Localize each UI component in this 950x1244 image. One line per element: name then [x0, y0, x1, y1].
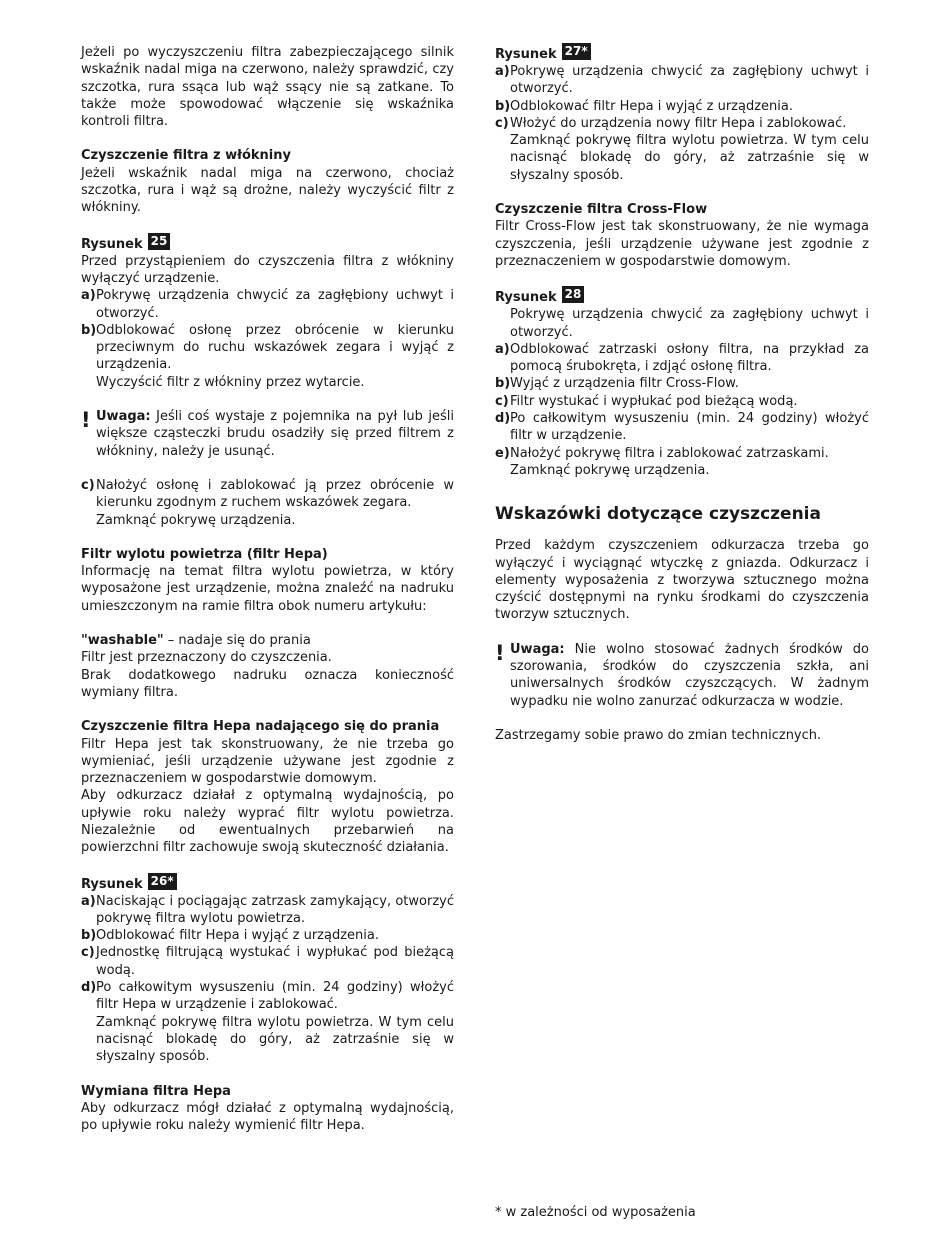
note-text — [510, 641, 869, 710]
note-block — [81, 408, 454, 460]
list-item-label: c) — [81, 477, 95, 493]
figure-number-badge: 28 — [562, 286, 585, 303]
washable-note: Filtr jest przeznaczony do czyszczenia. — [81, 650, 332, 666]
heading-hepa-replacement: Wymiana filtra Hepa — [81, 1083, 231, 1099]
heading-washable-hepa: Czyszczenie filtra Hepa nadającego się do prania — [81, 719, 440, 735]
list-item-text: Pokrywę urządzenia chwycić za zagłębiony uchwyt i otworzyć. — [96, 288, 454, 321]
list-item-text: Filtr wystukać i wypłukać pod bieżącą wodą. — [510, 393, 798, 409]
figure-label: Rysunek — [495, 47, 557, 62]
list-item-text: Wyjąć z urządzenia filtr Cross-Flow. — [510, 376, 739, 392]
left-column — [81, 44, 454, 1134]
figure-number-badge: 27* — [562, 43, 591, 60]
paragraph-crossflow: Filtr Cross-Flow jest tak skonstruowany, że nie wymaga czyszczenia, jeśli urządzenie używane jest zgodnie z przeznaczeniem w gospodarstwie domowym. — [495, 219, 869, 269]
list-item — [495, 115, 869, 132]
list-item — [81, 944, 454, 979]
list-item-text: Odblokować filtr Hepa i wyjąć z urządzenia. — [510, 98, 793, 114]
list-item — [81, 979, 454, 1014]
list-item-text: Pokrywę urządzenia chwycić za zagłębiony uchwyt i otworzyć. — [510, 64, 869, 97]
figure-label: Rysunek — [81, 876, 143, 892]
list-item-label: d) — [81, 980, 97, 996]
figure-ref-25 — [81, 234, 454, 253]
list-item-continuation: Wyczyścić filtr z włókniny przez wytarcie. — [96, 374, 365, 390]
figure-ref-27 — [495, 44, 869, 63]
heading-fleece-filter: Czyszczenie filtra z włókniny — [81, 148, 291, 164]
list-item-label: b) — [81, 322, 97, 338]
section-title: Wskazówki dotyczące czyszczenia — [495, 504, 821, 525]
paragraph-washable-hepa-1: Filtr Hepa jest tak skonstruowany, że nie trzeba go wymieniać, jeśli urządzenie używane jest zgodnie z przeznaczeniem w gospodarstwie domowym. — [81, 736, 454, 787]
list-item-label: a) — [81, 288, 96, 304]
right-column — [495, 44, 869, 744]
figure-ref-28 — [495, 287, 869, 306]
note-title: Uwaga: — [510, 641, 565, 657]
list-item — [495, 375, 869, 392]
paragraph-fleece-filter: Jeżeli wskaźnik nadal miga na czerwono, chociaż szczotka, rura i wąż są drożne, należy wyczyścić filtr z włókniny. — [81, 165, 454, 216]
note-text — [96, 408, 454, 460]
paragraph-filter-check: Jeżeli po wyczyszczeniu filtra zabezpieczającego silnik wskaźnik nadal miga na czerwono, należy sprawdzić, czy szczotka, rura ssąca lub wąż ssący nie są zatkane. To także może spowodować włączenie się wskaźnika kontroli filtra. — [81, 45, 454, 130]
list-item-label: c) — [495, 115, 509, 131]
list-item-text: Odblokować zatrzaski osłony filtra, na przykład za pomocą śrubokręta, i zdjąć osłonę filtra. — [510, 341, 869, 375]
list-item-label: a) — [81, 893, 96, 909]
list-item-label: b) — [495, 98, 511, 114]
list-item — [495, 410, 869, 445]
washable-rest: – nadaje się do prania — [163, 633, 311, 649]
paragraph-reservation: Zastrzegamy sobie prawo do zmian technicznych. — [495, 727, 822, 743]
list-item-label: e) — [495, 445, 510, 461]
list-item-label: d) — [495, 411, 511, 427]
list-item-text: Odblokować filtr Hepa i wyjąć z urządzenia. — [96, 928, 379, 944]
paragraph-fig25-intro: Przed przystąpieniem do czyszczenia filtra z włókniny wyłączyć urządzenie. — [81, 253, 454, 286]
paragraph-exhaust-filter: Informację na temat filtra wylotu powietrza, w który wyposażone jest urządzenie, można znaleźć na nadruku umieszczonym na ramie filtra obok numeru artykułu: — [81, 564, 454, 614]
list-item-label: c) — [81, 945, 95, 961]
list-item-label: a) — [495, 64, 510, 79]
warning-exclamation-icon: ! — [495, 640, 505, 665]
list-item-text: Naciskając i pociągając zatrzask zamykający, otworzyć pokrywę filtra wylotu powietrza. — [96, 893, 454, 926]
list-item-continuation: Zamknąć pokrywę urządzenia. — [96, 512, 296, 528]
list-item — [495, 445, 869, 462]
washable-line — [81, 632, 454, 649]
list-item-text: Jednostkę filtrującą wystukać i wypłukać pod bieżącą wodą. — [96, 945, 454, 978]
list-item-continuation: Zamknąć pokrywę filtra wylotu powietrza. W tym celu nacisnąć blokadę do góry, aż zatrzaśnie się w słyszalny sposób. — [96, 1014, 454, 1065]
list-item-text: Po całkowitym wysuszeniu (min. 24 godziny) włożyć filtr Hepa w urządzenie i zablokować. — [96, 980, 454, 1013]
list-item-label: a) — [495, 341, 510, 357]
list-item — [81, 927, 454, 944]
list-item-label: c) — [495, 393, 509, 409]
figure-label: Rysunek — [495, 290, 557, 306]
paragraph-washable-hepa-2: Aby odkurzacz działał z optymalną wydajnością, po upływie roku należy wyprać filtr wylotu powietrza. Niezależnie od ewentualnych przebarwień na powierzchni filtr zachowuje swoją skuteczność działania. — [81, 788, 454, 856]
list-item-continuation: Zamknąć pokrywę urządzenia. — [510, 462, 710, 478]
figure-label: Rysunek — [81, 236, 143, 252]
list-item — [81, 322, 454, 374]
washable-note-2: Brak dodatkowego nadruku oznacza konieczność wymiany filtra. — [81, 667, 454, 700]
list-item-label: b) — [495, 376, 511, 392]
washable-bold: "washable" — [81, 633, 164, 649]
paragraph-cleaning-tips: Przed każdym czyszczeniem odkurzacza trzeba go wyłączyć i wyciągnąć wtyczkę z gniazda. Odkurzacz i elementy wyposażenia z tworzywa sztucznego można czyścić dostępnymi na rynku środkami do czyszczenia tworzyw sztucznych. — [495, 538, 869, 623]
note-body-text: Nie wolno stosować żadnych środków do szorowania, środków do czyszczenia szkła, ani uniwersalnych środków czyszczących. W żadnym wypadku nie wolno zanurzać odkurzacza w wodzie. — [510, 641, 869, 709]
list-item — [495, 63, 869, 98]
figure-number-badge: 26* — [148, 873, 177, 890]
note-block — [495, 641, 869, 710]
figure-ref-26 — [81, 874, 454, 893]
paragraph-fig28-intro: Pokrywę urządzenia chwycić za zagłębiony uchwyt i otworzyć. — [510, 307, 869, 340]
heading-crossflow: Czyszczenie filtra Cross-Flow — [495, 202, 708, 218]
list-item — [495, 98, 869, 115]
list-item-text: Włożyć do urządzenia nowy filtr Hepa i zablokować. — [510, 115, 847, 131]
heading-exhaust-filter: Filtr wylotu powietrza (filtr Hepa) — [81, 546, 328, 562]
list-item-text: Nałożyć osłonę i zablokować ją przez obrócenie w kierunku zgodnym z ruchem wskazówek zegara. — [96, 477, 454, 511]
list-item — [495, 393, 869, 410]
list-item-text: Nałożyć pokrywę filtra i zablokować zatrzaskami. — [510, 445, 829, 461]
footnote: * w zależności od wyposażenia — [495, 1205, 696, 1220]
list-item — [495, 341, 869, 376]
paragraph-hepa-replacement: Aby odkurzacz mógł działać z optymalną wydajnością, po upływie roku należy wymienić filtr Hepa. — [81, 1100, 454, 1134]
list-item-text: Po całkowitym wysuszeniu (min. 24 godziny) włożyć filtr w urządzenie. — [510, 411, 869, 444]
list-item-text: Odblokować osłonę przez obrócenie w kierunku przeciwnym do ruchu wskazówek zegara i wyjąć z urządzenia. — [96, 322, 454, 373]
list-item — [81, 477, 454, 512]
warning-exclamation-icon: ! — [81, 408, 91, 433]
note-title: Uwaga: — [96, 409, 151, 425]
note-body-text: Jeśli coś wystaje z pojemnika na pył lub jeśli większe cząsteczki brudu osadziły się przed filtrem z włókniny, należy je usunąć. — [96, 409, 454, 459]
figure-number-badge: 25 — [148, 233, 171, 250]
list-item — [81, 287, 454, 322]
list-item-label: b) — [81, 928, 97, 944]
list-item-continuation: Zamknąć pokrywę filtra wylotu powietrza. W tym celu nacisnąć blokadę do góry, aż zatrzaśnie się w słyszalny sposób. — [510, 133, 869, 183]
list-item — [81, 893, 454, 928]
